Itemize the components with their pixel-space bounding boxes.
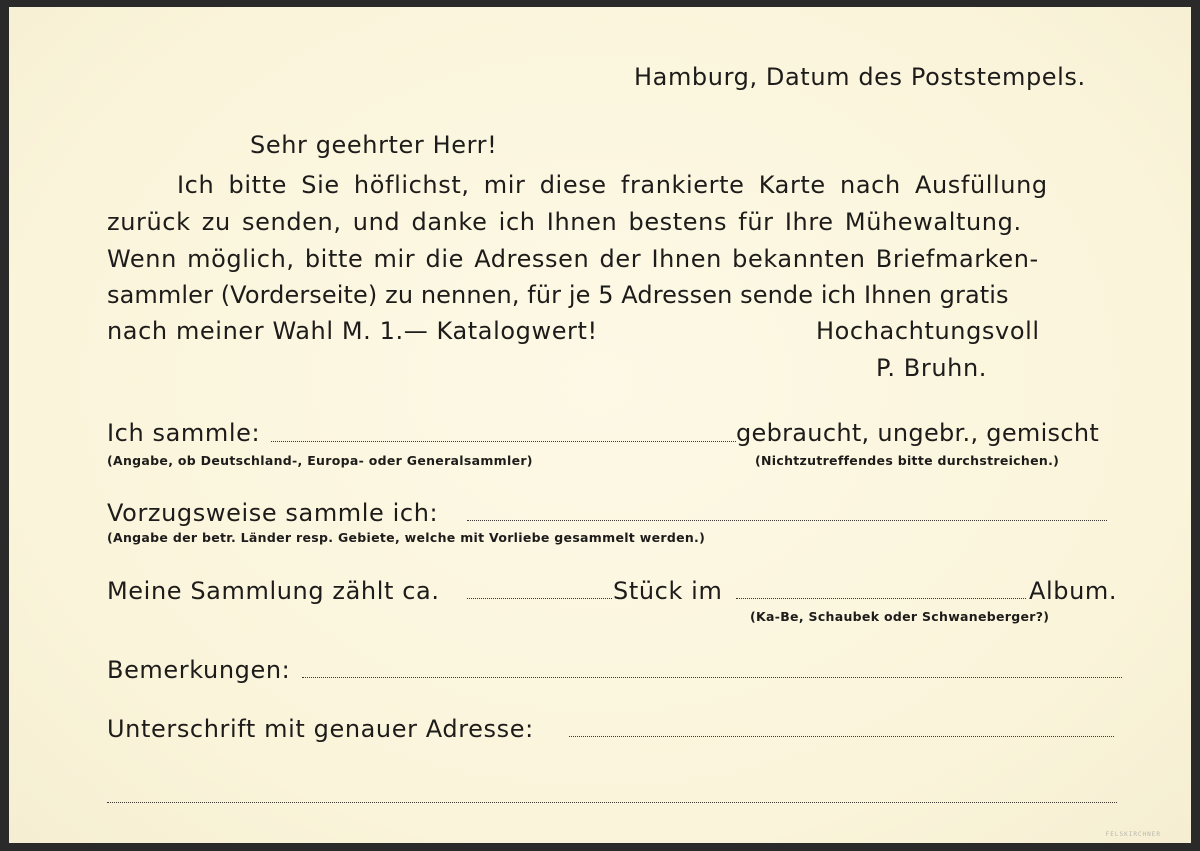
letter-line-2 [107, 208, 1121, 236]
letter-line-2-text: zurück zu senden, und danke ich Ihnen bestens für Ihre Mühewaltung. [107, 208, 1022, 236]
album-hint: (Ka-Be, Schaubek oder Schwaneberger?) [750, 609, 1050, 624]
letter-line-1 [177, 171, 1121, 199]
preferred-field[interactable] [467, 520, 1107, 521]
collect-field[interactable] [271, 441, 736, 442]
collect-hint: (Angabe, ob Deutschland-, Europa- oder Generalsammler) [107, 453, 533, 468]
preferred-hint: (Angabe der betr. Länder resp. Gebiete, welche mit Vorliebe gesammelt werden.) [107, 530, 706, 545]
salutation: Sehr geehrter Herr! [250, 131, 498, 159]
remarks-field[interactable] [302, 677, 1122, 678]
signature: P. Bruhn. [876, 354, 987, 382]
letter-line-4 [107, 281, 1121, 309]
count-field[interactable] [467, 598, 612, 599]
letter-line-5: nach meiner Wahl M. 1.— Katalogwert! [107, 317, 598, 345]
collect-label: Ich sammle: [107, 419, 261, 447]
letter-line-3 [107, 245, 1121, 273]
address-field[interactable] [107, 802, 1117, 803]
count-label: Meine Sammlung zählt ca. [107, 577, 440, 605]
letter-line-1-text: Ich bitte Sie höflichst, mir diese frankierte Karte nach Ausfüllung [177, 171, 1048, 199]
letter-line-4-text: sammler (Vorderseite) zu nennen, für je 5 Adressen sende ich Ihnen gratis [107, 281, 1009, 309]
postcard [9, 7, 1191, 843]
count-mid: Stück im [613, 577, 723, 605]
printer-imprint: FELSKIRCHNER [1105, 831, 1161, 838]
remarks-label: Bemerkungen: [107, 656, 291, 684]
signature-label: Unterschrift mit genauer Adresse: [107, 715, 534, 743]
collect-options-hint: (Nichtzutreffendes bitte durchstreichen.) [755, 453, 1060, 468]
count-end: Album. [1029, 577, 1118, 605]
preferred-label: Vorzugsweise sammle ich: [107, 499, 439, 527]
signature-field[interactable] [569, 736, 1114, 737]
letter-line-3-text: Wenn möglich, bitte mir die Adressen der Ihnen bekannten Briefmarken- [107, 245, 1039, 273]
closing: Hochachtungsvoll [816, 317, 1040, 345]
place-date: Hamburg, Datum des Poststempels. [634, 63, 1086, 91]
collect-options: gebraucht, ungebr., gemischt [736, 419, 1100, 447]
album-field[interactable] [736, 598, 1026, 599]
